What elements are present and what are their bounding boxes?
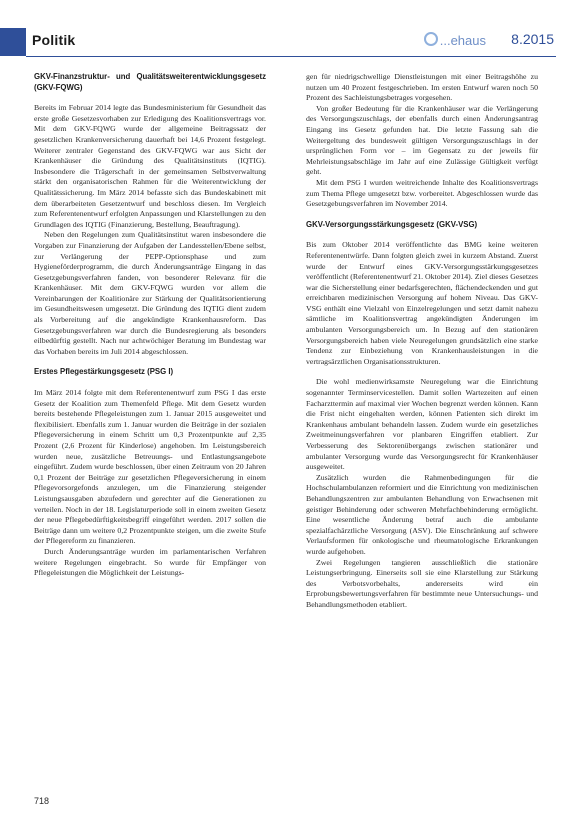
paragraph: Neben den Regelungen zum Qualitätsinstitut waren insbesondere die Vorgaben zur Finanzierung der Aufgaben der Landesstellen/Ebene selbst, zur Verlängerung der PEPP-Optionsphase und zum Hygieneförderprogramm, die durch Änderungsanträge Eingang in das Gesetzgebungsverfahren fanden, von besonderer Relevanz für die Krankenhäuser. Mit dem GKV-FQWG wurden vor allem die Vereinbarungen der Koalitionäre zur Stärkung der Qualitätsorientierung im Gesundheitswesen umgesetzt. Die Gründung des IQTIG dient zudem als Vorbereitung auf die angekündigte Krankenhausreform. Das Gesetzgebungsverfahren war durch die Bundesregierung als besonders eilbedürftig gestellt. Nach nur achtwöchiger Beratung im Bundestag war das Vorhaben bereits im Juli 2014 abgeschlossen. bbox=[34, 230, 266, 356]
paragraph: Von großer Bedeutung für die Krankenhäuser war die Verlängerung des Versorgungszuschlags, der ebenfalls durch einen Änderungsantrag Eingang ins Gesetz gefunden hat. Die letzte Fassung sah die Weitergeltung des bundesweit gültigen Versorgungszuschlags in der ursprünglichen Form vor – im Gegensatz zu der jeweils für Mehrleistungsabschläge im Jahr auf eine Zulässige Gültigkeit verfügt geht. bbox=[306, 103, 538, 177]
magazine-brand bbox=[424, 32, 486, 48]
heading-gkv-fqwg: GKV-Finanzstruktur- und Qualitätsweiterentwicklungsgesetz (GKV-FQWG) bbox=[34, 72, 266, 92]
paragraph: Zusätzlich wurden die Rahmenbedingungen für die Hochschulambulanzen reformiert und die Einrichtung von medizinischen Behandlungszentren zur ambulanten Behandlung von Erwachsenen mit geistiger Behinderung oder schweren Mehrfachbehinderung ermöglicht. Eine wesentliche Änderung betraf auch die ambulante spezialfachärztliche Versorgung (ASV). Die Einschränkung auf schwere Verlaufsformen für onkologische und rheumatologische Erkrankungen wurde aufgehoben. bbox=[306, 472, 538, 556]
page-number: 718 bbox=[34, 796, 50, 806]
header-divider bbox=[26, 56, 556, 57]
brand-logo-icon bbox=[424, 32, 438, 46]
heading-gkv-vsg: GKV-Versorgungsstärkungsgesetz (GKV-VSG) bbox=[306, 219, 478, 229]
brand-label: ...ehaus bbox=[439, 33, 486, 48]
section-title: Politik bbox=[32, 32, 76, 48]
issue-number: 8.2015 bbox=[511, 31, 554, 47]
paragraph: Zwei Regelungen tangieren ausschließlich die stationäre Leistungserbringung. Einerseits soll sie eine Klarstellung zur Stärkung des Verbotsvorbehalts, andererseits wird ein Erprobungsbewertungsverfahren für bestimmte neue Untersuchungs- und Behandlungsmethoden etabliert. bbox=[306, 557, 538, 609]
paragraph: Bereits im Februar 2014 legte das Bundesministerium für Gesundheit das erste große Gesetzesvorhaben zur Erledigung des Koalitionsvertrags vor. Mit dem GKV-FQWG wurde der allgemeine Beitragssatz der gesetzlichen Krankenversicherung dauerhaft bei 14,6 Prozent festgelegt. Weiterer zentraler Gegenstand des GKV-FQWG war aus Sicht der Krankenhäuser die Gründung des Qualitätsinstituts (IQTIG). Insbesondere die Trägerschaft in der gemeinsamen Selbstverwaltung stärkt den organisatorischen Rahmen für die Weiterentwicklung der Qualitätssicherung. Im März 2014 befasste sich das Bundeskabinett mit dem überarbeiteten Gesetzentwurf und beschloss diesen. Im Vergleich zum Referentenentwurf erfolgten Anpassungen und Klarstellungen zu den Grundlagen des IQTIG (Finanzierung, Bestellung, Beauftragung). bbox=[34, 103, 266, 229]
right-column bbox=[306, 72, 538, 611]
paragraph: Mit dem PSG I wurden weitreichende Inhalte des Koalitionsvertrags zum Thema Pflege umgesetzt bzw. vorbereitet. Abgeschlossen wurde das Gesetzgebungsverfahren im November 2014. bbox=[306, 177, 538, 209]
paragraph: Im März 2014 folgte mit dem Referentenentwurf zum PSG I das erste Gesetz der Koalition zum Themenfeld Pflege. Mit dem Gesetz wurden bereits bestehende Pflegeleistungen zum 1. Januar 2015 ausgeweitet und flexibilisiert. Ebenfalls zum 1. Januar wurden die Beiträge in der sozialen Pflegeversicherung in einem Schritt um 0,3 Prozentpunkte auf 2,35 Prozent (2,6 Prozent für Kinderlose) angehoben. Im Leistungsbereich wurden neue, zusätzliche Betreuungs- und Entlastungsangebote eingeführt. Zudem wurde beschlossen, über einen Zeitraum von 20 Jahren 0,1 Prozent der Beiträge zur gesetzlichen Pflegeversicherung in einem Pflegevorsorgefonds anzulegen, um die Finanzierung steigender Leistungsausgaben abzufedern und gerechter auf die Generationen zu verteilen. Noch in der 18. Legislaturperiode soll in einem zweiten Gesetz der neue Pflegebedürftigkeitsbegriff eingeführt werden. 2017 sollen die Beiträge dann um weitere 0,2 Prozentpunkte steigen, um die zweite Stufe der Pflegereform zu finanzieren. bbox=[34, 388, 266, 546]
section-color-marker bbox=[0, 28, 26, 56]
left-column bbox=[34, 72, 266, 579]
heading-psg-i: Erstes Pflegestärkungsgesetz (PSG I) bbox=[34, 367, 174, 377]
paragraph: Durch Änderungsanträge wurden im parlamentarischen Verfahren weitere Regelungen eingebracht. So wurde für Empfänger von Pflegeleistungen die Möglichkeit der Leistungs- bbox=[34, 546, 266, 578]
paragraph: gen für niedrigschwellige Dienstleistungen mit einer Beitragshöhe zu nutzen um 40 Prozent festgeschrieben. Im ersten Entwurf waren noch 50 Prozent des Sachleistungsbetrages vorgesehen. bbox=[306, 72, 538, 103]
paragraph: Bis zum Oktober 2014 veröffentlichte das BMG keine weiteren Referentenentwürfe. Dann folgten gleich zwei in kurzem Abstand. Zuerst wurde der Entwurf eines GKV-Versorgungsstärkungsgesetzes veröffentlicht (Referentenentwurf 21. Oktober 2014). Ziel dieses Gesetzes war die Sicherstellung einer bedarfsgerechten, flächendeckenden und gut erreichbaren medizinischen Versorgung auf hohem Niveau. Das GKV-VSG enthält eine Vielzahl von Einzelregelungen und setzt damit nahezu sämtliche im Koalitionsvertrag angekündigten Änderungen im ambulanten Versorgungsbereich um. In Bezug auf den stationären Versorgungsbereich haben viele Neuregelungen grundsätzlich eine starke Tendenz zur Einbeziehung von Krankenhausleistungen in die vertragsärztlichen Organisationsstrukturen. bbox=[306, 240, 538, 366]
paragraph: Die wohl medienwirksamste Neuregelung war die Einrichtung sogenannter Terminservicestellen. Damit sollen Wartezeiten auf einen Facharzttermin auf maximal vier Wochen begrenzt werden können. Kann die Frist nicht eingehalten werden, können Patienten sich direkt im Krankenhaus ambulant behandeln lassen. Zudem wurde ein gesetzliches Zweitmeinungsverfahren vor planbaren Eingriffen etabliert. Zur Verbesserung des Sektorenübergangs zwischen stationärer und ambulanter Versorgung wurde das Versorgungsrecht für Krankenhäuser ausgeweitet. bbox=[306, 377, 538, 472]
